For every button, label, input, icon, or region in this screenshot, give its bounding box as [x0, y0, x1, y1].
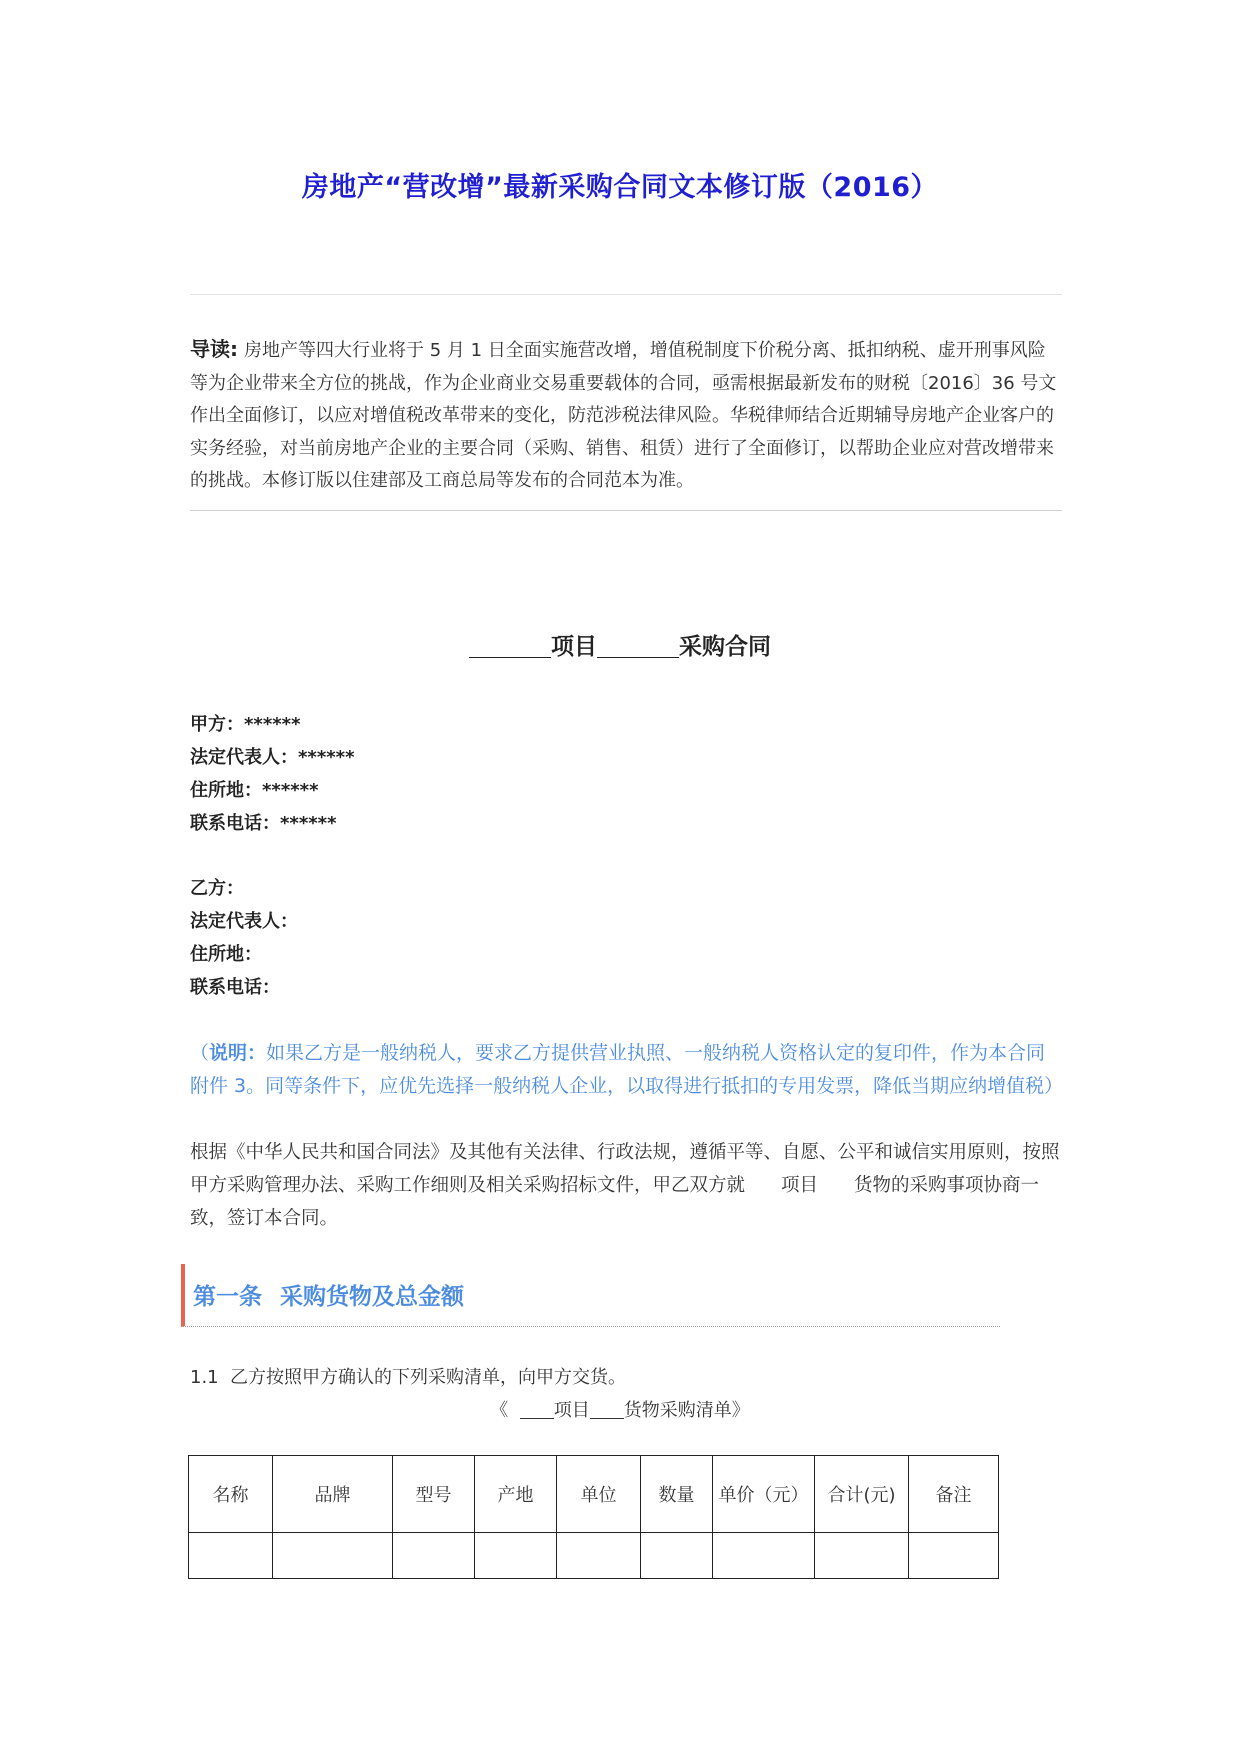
section-1-heading — [181, 1264, 1000, 1327]
basis-part2: 项目 — [781, 1175, 819, 1196]
party-a-addr-value: ****** — [262, 780, 319, 801]
table-cell — [557, 1533, 641, 1579]
list-title-blank-1 — [520, 1400, 554, 1419]
party-a-block — [190, 708, 790, 840]
party-a-line — [190, 708, 790, 741]
table-cell — [815, 1533, 909, 1579]
table-cell — [713, 1533, 815, 1579]
basis-part3: 货物的采购事项协商一致，签订本合同。 — [190, 1175, 1040, 1229]
note-open: （ — [190, 1042, 210, 1064]
party-a-value: ****** — [244, 714, 301, 735]
clause-1-1-number: 1.1 — [190, 1367, 219, 1388]
title-divider — [190, 294, 1062, 295]
party-a-phone-value: ****** — [280, 813, 337, 834]
table-cell — [189, 1533, 273, 1579]
party-a-phone-line — [190, 807, 790, 840]
table-header-cell: 型号 — [393, 1456, 475, 1533]
table-cell — [475, 1533, 557, 1579]
intro-divider — [190, 510, 1062, 511]
list-title-blank-2 — [590, 1400, 624, 1419]
section-1-title-text: 采购货物及总金额 — [280, 1284, 464, 1310]
basis-paragraph — [190, 1136, 1062, 1235]
party-a-rep-value: ****** — [298, 747, 355, 768]
section-1-label: 第一条 — [193, 1284, 262, 1310]
intro-paragraph — [190, 333, 1062, 498]
contract-title-part1: 项目 — [551, 634, 597, 660]
contract-title-part2: 采购合同 — [679, 634, 771, 660]
list-title-part2: 货物采购清单》 — [623, 1400, 750, 1421]
note-lead: 说明： — [209, 1042, 267, 1064]
purchase-list-table — [188, 1455, 999, 1579]
table-header-cell: 单位 — [557, 1456, 641, 1533]
purchase-list-title — [0, 1396, 1240, 1422]
party-b-addr-line: 住所地： — [190, 944, 262, 965]
party-b-rep-line: 法定代表人： — [190, 911, 298, 932]
table-header-cell: 单价（元） — [713, 1456, 815, 1533]
clause-1-1 — [190, 1363, 626, 1389]
contract-title — [0, 628, 1240, 661]
note-text: 如果乙方是一般纳税人，要求乙方提供营业执照、一般纳税人资格认定的复印件，作为本合同附件 3。同等条件下，应优先选择一般纳税人企业，以取得进行抵扣的专用发票，降低当期应纳增值税） — [190, 1042, 1064, 1097]
table-header-cell: 品牌 — [273, 1456, 393, 1533]
table-header-cell: 备注 — [909, 1456, 999, 1533]
table-cell — [909, 1533, 999, 1579]
note-paragraph — [190, 1037, 1062, 1103]
intro-lead: 导读: — [190, 337, 238, 361]
contract-title-blank-2 — [597, 633, 679, 658]
document-title: 房地产“营改增”最新采购合同文本修订版（2016） — [301, 172, 939, 203]
party-a-rep-line — [190, 741, 790, 774]
list-title-open: 《 — [490, 1400, 509, 1421]
table-header-cell: 名称 — [189, 1456, 273, 1533]
table-header-cell: 产地 — [475, 1456, 557, 1533]
table-header-cell: 数量 — [641, 1456, 713, 1533]
table-cell — [641, 1533, 713, 1579]
party-a-addr-label: 住所地： — [190, 780, 262, 801]
table-header-row — [189, 1456, 999, 1533]
contract-title-blank-1 — [469, 633, 551, 658]
table-row — [189, 1533, 999, 1579]
party-b-line: 乙方： — [190, 878, 244, 899]
party-b-block — [190, 872, 790, 1004]
party-b-phone-line: 联系电话： — [190, 977, 280, 998]
list-title-part1: 项目 — [553, 1400, 590, 1421]
section-1-title — [193, 1278, 464, 1311]
table-header-cell: 合计(元) — [815, 1456, 909, 1533]
party-a-addr-line — [190, 774, 790, 807]
party-a-phone-label: 联系电话： — [190, 813, 280, 834]
clause-1-1-text: 乙方按照甲方确认的下列采购清单，向甲方交货。 — [230, 1367, 626, 1388]
party-a-label: 甲方： — [190, 714, 244, 735]
table-cell — [393, 1533, 475, 1579]
intro-text: 房地产等四大行业将于 5 月 1 日全面实施营改增，增值税制度下价税分离、抵扣纳税、虚开刑事风险等为企业带来全方位的挑战，作为企业商业交易重要载体的合同，亟需根据最新发布的财税〔2016〕36 号文作出全面修订，以应对增值税改革带来的变化，防范涉税法律风险。华税律师结合近期辅导房地产企业客户的实务经验，对当前房地产企业的主要合同（采购、销售、租赁）进行了全面修订，以帮助企业应对营改增带来的挑战。本修订版以住建部及工商总局等发布的合同范本为准。 — [190, 340, 1057, 491]
table-cell — [273, 1533, 393, 1579]
basis-part1: 根据《中华人民共和国合同法》及其他有关法律、行政法规，遵循平等、自愿、公平和诚信实用原则，按照甲方采购管理办法、采购工作细则及相关采购招标文件，甲乙双方就 — [190, 1142, 1060, 1196]
party-a-rep-label: 法定代表人： — [190, 747, 298, 768]
